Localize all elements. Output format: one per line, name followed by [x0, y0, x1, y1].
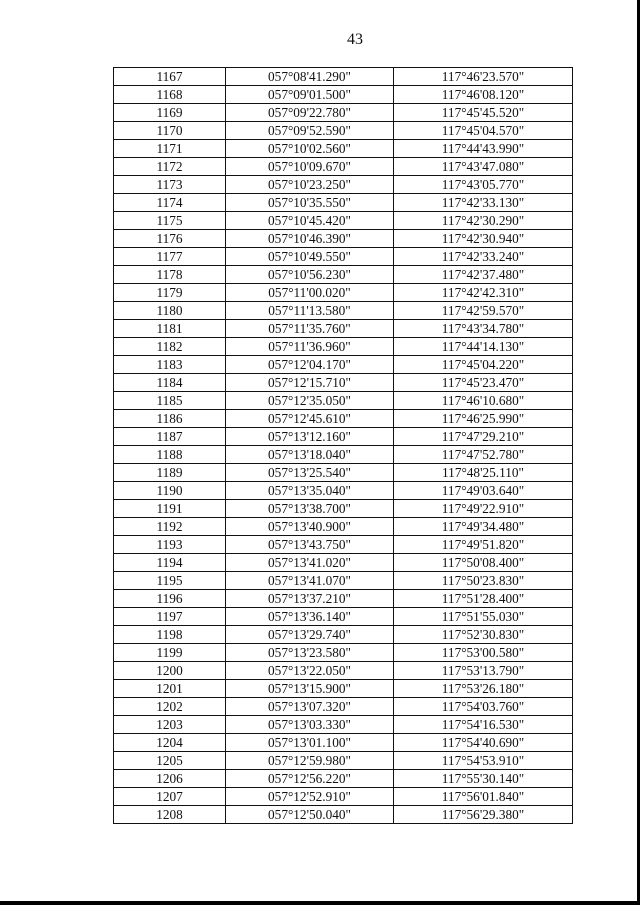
- latitude-cell: 057°11'35.760": [226, 320, 394, 338]
- point-number-cell: 1208: [114, 806, 226, 824]
- table-row: [114, 68, 573, 86]
- table-row: [114, 284, 573, 302]
- table-row: [114, 158, 573, 176]
- table-row: [114, 770, 573, 788]
- latitude-cell: 057°13'12.160": [226, 428, 394, 446]
- longitude-cell: 117°43'47.080": [394, 158, 573, 176]
- longitude-cell: 117°54'40.690": [394, 734, 573, 752]
- table-row: [114, 230, 573, 248]
- point-number-cell: 1186: [114, 410, 226, 428]
- latitude-cell: 057°12'15.710": [226, 374, 394, 392]
- latitude-cell: 057°10'09.670": [226, 158, 394, 176]
- table-row: [114, 716, 573, 734]
- longitude-cell: 117°42'37.480": [394, 266, 573, 284]
- page-number: 43: [347, 31, 363, 48]
- table-row: [114, 140, 573, 158]
- table-row: [114, 590, 573, 608]
- longitude-cell: 117°42'33.240": [394, 248, 573, 266]
- point-number-cell: 1197: [114, 608, 226, 626]
- table-row: [114, 446, 573, 464]
- point-number-cell: 1172: [114, 158, 226, 176]
- latitude-cell: 057°13'07.320": [226, 698, 394, 716]
- table-row: [114, 356, 573, 374]
- longitude-cell: 117°45'23.470": [394, 374, 573, 392]
- point-number-cell: 1174: [114, 194, 226, 212]
- point-number-cell: 1169: [114, 104, 226, 122]
- longitude-cell: 117°50'23.830": [394, 572, 573, 590]
- point-number-cell: 1183: [114, 356, 226, 374]
- longitude-cell: 117°42'59.570": [394, 302, 573, 320]
- longitude-cell: 117°44'43.990": [394, 140, 573, 158]
- point-number-cell: 1207: [114, 788, 226, 806]
- latitude-cell: 057°13'40.900": [226, 518, 394, 536]
- point-number-cell: 1202: [114, 698, 226, 716]
- latitude-cell: 057°13'35.040": [226, 482, 394, 500]
- latitude-cell: 057°10'23.250": [226, 176, 394, 194]
- point-number-cell: 1188: [114, 446, 226, 464]
- latitude-cell: 057°10'49.550": [226, 248, 394, 266]
- latitude-cell: 057°13'41.020": [226, 554, 394, 572]
- longitude-cell: 117°46'08.120": [394, 86, 573, 104]
- point-number-cell: 1195: [114, 572, 226, 590]
- table-row: [114, 266, 573, 284]
- longitude-cell: 117°46'25.990": [394, 410, 573, 428]
- table-row: [114, 644, 573, 662]
- point-number-cell: 1175: [114, 212, 226, 230]
- latitude-cell: 057°10'45.420": [226, 212, 394, 230]
- point-number-cell: 1179: [114, 284, 226, 302]
- point-number-cell: 1201: [114, 680, 226, 698]
- latitude-cell: 057°13'18.040": [226, 446, 394, 464]
- latitude-cell: 057°13'03.330": [226, 716, 394, 734]
- longitude-cell: 117°47'52.780": [394, 446, 573, 464]
- point-number-cell: 1184: [114, 374, 226, 392]
- latitude-cell: 057°10'35.550": [226, 194, 394, 212]
- table-row: [114, 374, 573, 392]
- longitude-cell: 117°49'22.910": [394, 500, 573, 518]
- point-number-cell: 1178: [114, 266, 226, 284]
- latitude-cell: 057°12'52.910": [226, 788, 394, 806]
- table-row: [114, 536, 573, 554]
- table-row: [114, 572, 573, 590]
- point-number-cell: 1177: [114, 248, 226, 266]
- latitude-cell: 057°12'45.610": [226, 410, 394, 428]
- point-number-cell: 1206: [114, 770, 226, 788]
- table-row: [114, 428, 573, 446]
- table-row: [114, 212, 573, 230]
- latitude-cell: 057°13'36.140": [226, 608, 394, 626]
- table-row: [114, 464, 573, 482]
- longitude-cell: 117°54'53.910": [394, 752, 573, 770]
- latitude-cell: 057°09'01.500": [226, 86, 394, 104]
- point-number-cell: 1171: [114, 140, 226, 158]
- point-number-cell: 1173: [114, 176, 226, 194]
- latitude-cell: 057°12'50.040": [226, 806, 394, 824]
- longitude-cell: 117°56'29.380": [394, 806, 573, 824]
- table-row: [114, 518, 573, 536]
- longitude-cell: 117°51'55.030": [394, 608, 573, 626]
- table-row: [114, 302, 573, 320]
- latitude-cell: 057°13'43.750": [226, 536, 394, 554]
- point-number-cell: 1200: [114, 662, 226, 680]
- point-number-cell: 1168: [114, 86, 226, 104]
- longitude-cell: 117°53'13.790": [394, 662, 573, 680]
- table-row: [114, 248, 573, 266]
- table-row: [114, 554, 573, 572]
- longitude-cell: 117°48'25.110": [394, 464, 573, 482]
- longitude-cell: 117°47'29.210": [394, 428, 573, 446]
- point-number-cell: 1204: [114, 734, 226, 752]
- point-number-cell: 1176: [114, 230, 226, 248]
- point-number-cell: 1190: [114, 482, 226, 500]
- latitude-cell: 057°13'15.900": [226, 680, 394, 698]
- table-row: [114, 194, 573, 212]
- point-number-cell: 1199: [114, 644, 226, 662]
- latitude-cell: 057°13'23.580": [226, 644, 394, 662]
- longitude-cell: 117°50'08.400": [394, 554, 573, 572]
- latitude-cell: 057°10'46.390": [226, 230, 394, 248]
- latitude-cell: 057°10'02.560": [226, 140, 394, 158]
- longitude-cell: 117°42'42.310": [394, 284, 573, 302]
- coordinates-table-body: [114, 68, 573, 824]
- table-row: [114, 500, 573, 518]
- table-row: [114, 626, 573, 644]
- point-number-cell: 1185: [114, 392, 226, 410]
- longitude-cell: 117°53'00.580": [394, 644, 573, 662]
- longitude-cell: 117°49'34.480": [394, 518, 573, 536]
- table-row: [114, 788, 573, 806]
- table-row: [114, 86, 573, 104]
- point-number-cell: 1187: [114, 428, 226, 446]
- longitude-cell: 117°56'01.840": [394, 788, 573, 806]
- longitude-cell: 117°42'30.940": [394, 230, 573, 248]
- longitude-cell: 117°45'45.520": [394, 104, 573, 122]
- latitude-cell: 057°13'25.540": [226, 464, 394, 482]
- table-row: [114, 176, 573, 194]
- latitude-cell: 057°13'38.700": [226, 500, 394, 518]
- table-row: [114, 806, 573, 824]
- longitude-cell: 117°54'03.760": [394, 698, 573, 716]
- table-row: [114, 392, 573, 410]
- point-number-cell: 1170: [114, 122, 226, 140]
- longitude-cell: 117°46'23.570": [394, 68, 573, 86]
- latitude-cell: 057°11'36.960": [226, 338, 394, 356]
- longitude-cell: 117°49'51.820": [394, 536, 573, 554]
- point-number-cell: 1189: [114, 464, 226, 482]
- point-number-cell: 1181: [114, 320, 226, 338]
- latitude-cell: 057°13'22.050": [226, 662, 394, 680]
- latitude-cell: 057°12'04.170": [226, 356, 394, 374]
- point-number-cell: 1194: [114, 554, 226, 572]
- longitude-cell: 117°53'26.180": [394, 680, 573, 698]
- table-row: [114, 320, 573, 338]
- table-row: [114, 104, 573, 122]
- table-row: [114, 608, 573, 626]
- longitude-cell: 117°51'28.400": [394, 590, 573, 608]
- point-number-cell: 1205: [114, 752, 226, 770]
- latitude-cell: 057°12'56.220": [226, 770, 394, 788]
- point-number-cell: 1198: [114, 626, 226, 644]
- longitude-cell: 117°46'10.680": [394, 392, 573, 410]
- latitude-cell: 057°09'52.590": [226, 122, 394, 140]
- latitude-cell: 057°08'41.290": [226, 68, 394, 86]
- point-number-cell: 1196: [114, 590, 226, 608]
- point-number-cell: 1182: [114, 338, 226, 356]
- longitude-cell: 117°54'16.530": [394, 716, 573, 734]
- longitude-cell: 117°42'30.290": [394, 212, 573, 230]
- longitude-cell: 117°43'34.780": [394, 320, 573, 338]
- point-number-cell: 1192: [114, 518, 226, 536]
- table-row: [114, 662, 573, 680]
- latitude-cell: 057°10'56.230": [226, 266, 394, 284]
- longitude-cell: 117°43'05.770": [394, 176, 573, 194]
- longitude-cell: 117°55'30.140": [394, 770, 573, 788]
- point-number-cell: 1193: [114, 536, 226, 554]
- longitude-cell: 117°49'03.640": [394, 482, 573, 500]
- table-row: [114, 680, 573, 698]
- latitude-cell: 057°12'59.980": [226, 752, 394, 770]
- point-number-cell: 1167: [114, 68, 226, 86]
- point-number-cell: 1191: [114, 500, 226, 518]
- latitude-cell: 057°09'22.780": [226, 104, 394, 122]
- longitude-cell: 117°42'33.130": [394, 194, 573, 212]
- table-row: [114, 410, 573, 428]
- latitude-cell: 057°13'37.210": [226, 590, 394, 608]
- latitude-cell: 057°11'00.020": [226, 284, 394, 302]
- latitude-cell: 057°12'35.050": [226, 392, 394, 410]
- longitude-cell: 117°45'04.220": [394, 356, 573, 374]
- latitude-cell: 057°11'13.580": [226, 302, 394, 320]
- latitude-cell: 057°13'01.100": [226, 734, 394, 752]
- longitude-cell: 117°52'30.830": [394, 626, 573, 644]
- table-row: [114, 752, 573, 770]
- table-row: [114, 338, 573, 356]
- longitude-cell: 117°45'04.570": [394, 122, 573, 140]
- table-row: [114, 734, 573, 752]
- point-number-cell: 1180: [114, 302, 226, 320]
- latitude-cell: 057°13'29.740": [226, 626, 394, 644]
- table-row: [114, 122, 573, 140]
- latitude-cell: 057°13'41.070": [226, 572, 394, 590]
- table-row: [114, 482, 573, 500]
- point-number-cell: 1203: [114, 716, 226, 734]
- longitude-cell: 117°44'14.130": [394, 338, 573, 356]
- table-row: [114, 698, 573, 716]
- coordinates-table: [113, 67, 573, 824]
